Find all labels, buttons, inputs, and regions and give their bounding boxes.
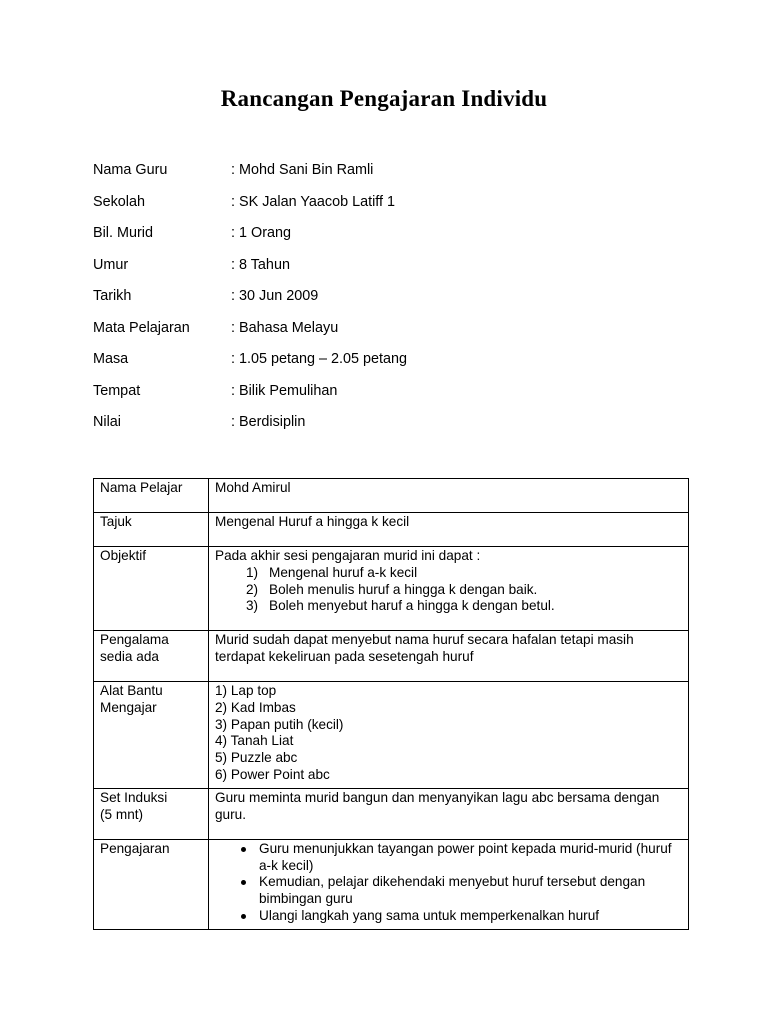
list-text: Boleh menyebut haruf a hingga k dengan betul. <box>269 598 555 614</box>
label-line: Pengalama <box>100 632 169 647</box>
list-item <box>246 598 682 615</box>
list-text: Mengenal huruf a-k kecil <box>269 564 418 580</box>
list-number: 3) <box>246 598 259 614</box>
cell-value: Mohd Amirul <box>209 479 689 513</box>
info-label: Nama Guru <box>93 162 168 178</box>
cell-label: Tajuk <box>94 513 209 547</box>
info-row-nama-guru <box>93 162 653 194</box>
table-row-nama-pelajar <box>94 479 689 513</box>
info-value: : 1 Orang <box>231 225 291 241</box>
list-item: 6) Power Point abc <box>215 766 330 782</box>
list-item: 4) Tanah Liat <box>215 733 294 749</box>
list-item: 5) Puzzle abc <box>215 750 298 766</box>
info-label: Nilai <box>93 414 121 430</box>
info-label: Sekolah <box>93 193 146 210</box>
cell-value: Murid sudah dapat menyebut nama huruf secara hafalan tetapi masih terdapat kekeliruan pada sesetengah huruf <box>209 631 689 682</box>
cell-label: Pengajaran <box>94 839 209 929</box>
table-row-pengajaran <box>94 839 689 929</box>
info-value: : Mohd Sani Bin Ramli <box>231 162 374 178</box>
info-value: : Bilik Pemulihan <box>231 382 338 399</box>
info-row-sekolah <box>93 194 653 226</box>
info-label: Tarikh <box>93 288 132 304</box>
label-line: Alat Bantu <box>100 683 163 698</box>
table-row-objektif <box>94 547 689 631</box>
info-row-tarikh <box>93 288 653 320</box>
objective-intro: Pada akhir sesi pengajaran murid ini dapat : <box>215 548 481 563</box>
info-label: Bil. Murid <box>93 225 153 241</box>
info-value: : SK Jalan Yaacob Latiff 1 <box>231 193 396 210</box>
label-line: sedia ada <box>100 648 159 664</box>
table-row-alat-bantu <box>94 682 689 789</box>
teaching-steps-list <box>215 841 682 925</box>
cell-label <box>94 788 209 839</box>
info-row-bil-murid <box>93 225 653 257</box>
info-row-tempat <box>93 383 653 415</box>
info-row-umur <box>93 257 653 289</box>
label-line: (5 mnt) <box>100 806 144 822</box>
cell-value: Guru meminta murid bangun dan menyanyikan lagu abc bersama dengan guru. <box>209 788 689 839</box>
cell-label <box>94 682 209 789</box>
cell-label <box>94 631 209 682</box>
label-line: Set Induksi <box>100 789 168 805</box>
info-value: : 1.05 petang – 2.05 petang <box>231 351 408 367</box>
table-row-set-induksi <box>94 788 689 839</box>
objective-list <box>215 565 682 615</box>
list-item: Guru menunjukkan tayangan power point kepada murid-murid (huruf a-k kecil) <box>237 841 682 875</box>
label-line: Mengajar <box>100 699 157 715</box>
info-row-nilai <box>93 414 653 446</box>
list-text: Boleh menulis huruf a hingga k dengan baik. <box>269 581 538 597</box>
list-item: Ulangi langkah yang sama untuk memperkenalkan huruf <box>237 908 682 925</box>
teacher-info <box>93 162 653 446</box>
info-value: : Bahasa Melayu <box>231 319 339 336</box>
cell-label: Nama Pelajar <box>94 479 209 513</box>
info-row-mata-pelajaran <box>93 320 653 352</box>
list-item: 3) Papan putih (kecil) <box>215 716 344 732</box>
list-item <box>246 582 682 599</box>
info-label: Umur <box>93 256 129 273</box>
lesson-plan-table <box>93 478 689 930</box>
info-value: : 30 Jun 2009 <box>231 288 319 304</box>
document-title: Rancangan Pengajaran Individu <box>220 86 548 111</box>
cell-value: Mengenal Huruf a hingga k kecil <box>209 513 689 547</box>
info-label: Tempat <box>93 382 141 399</box>
list-item <box>246 565 682 582</box>
info-row-masa <box>93 351 653 383</box>
info-value: : Berdisiplin <box>231 414 306 430</box>
cell-value <box>209 547 689 631</box>
list-item: 1) Lap top <box>215 683 277 698</box>
cell-label: Objektif <box>94 547 209 631</box>
list-item: Kemudian, pelajar dikehendaki menyebut huruf tersebut dengan bimbingan guru <box>237 874 682 908</box>
info-value: : 8 Tahun <box>231 256 290 273</box>
list-item: 2) Kad Imbas <box>215 699 296 715</box>
info-label: Mata Pelajaran <box>93 319 190 336</box>
cell-value <box>209 682 689 789</box>
info-label: Masa <box>93 351 129 367</box>
table-row-pengalaman <box>94 631 689 682</box>
table-row-tajuk <box>94 513 689 547</box>
list-number: 2) <box>246 581 259 597</box>
list-number: 1) <box>246 564 259 580</box>
cell-value <box>209 839 689 929</box>
